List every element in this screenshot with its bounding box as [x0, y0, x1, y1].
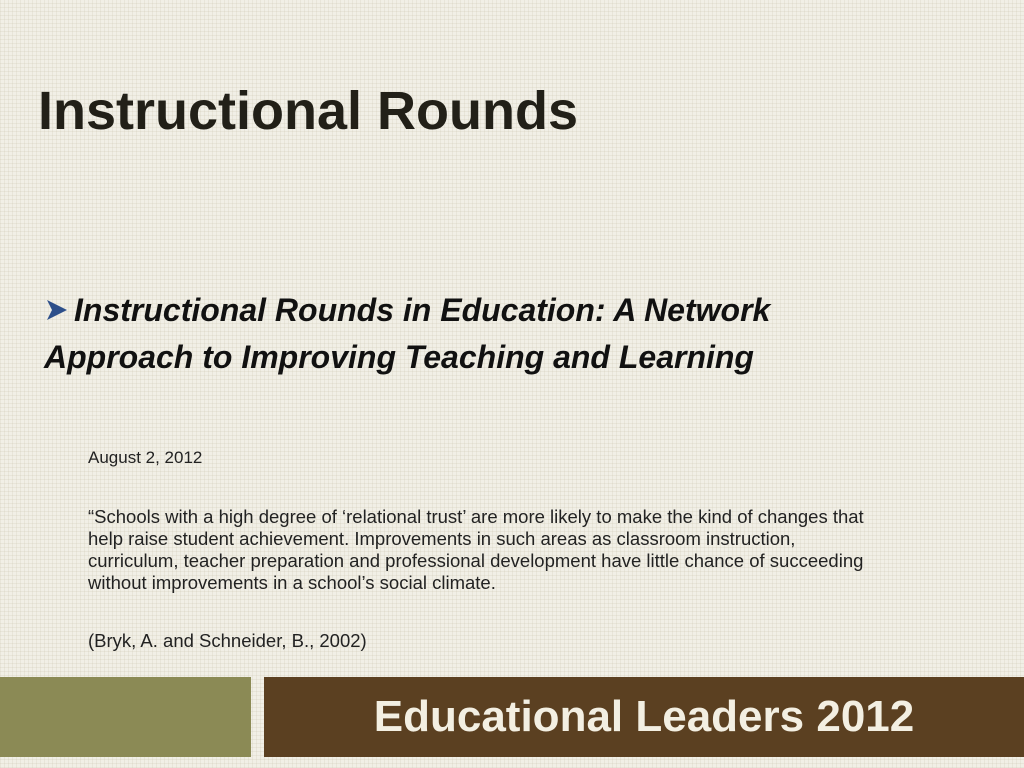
slide-title: Instructional Rounds: [38, 81, 578, 141]
footer-text: Educational Leaders 2012: [373, 692, 915, 741]
date: August 2, 2012: [88, 448, 203, 467]
quote: “Schools with a high degree of ‘relational trust’ are more likely to make the kind of changes that help raise student achievement. Improvements in such areas as classroom instruction, curriculum, teacher preparation and professional development have little chance of succeeding without improvements in a school’s social climate.: [88, 506, 864, 593]
book-title-line-2: Approach to Improving Teaching and Learning: [44, 339, 754, 375]
arrow-bullet-icon: [44, 290, 74, 335]
book-title: [44, 288, 964, 380]
footer-accent-block: [0, 677, 251, 757]
book-title-line-1: Instructional Rounds in Education: A Network: [74, 292, 771, 328]
citation: (Bryk, A. and Schneider, B., 2002): [88, 630, 367, 651]
footer-bar: [264, 677, 1024, 757]
